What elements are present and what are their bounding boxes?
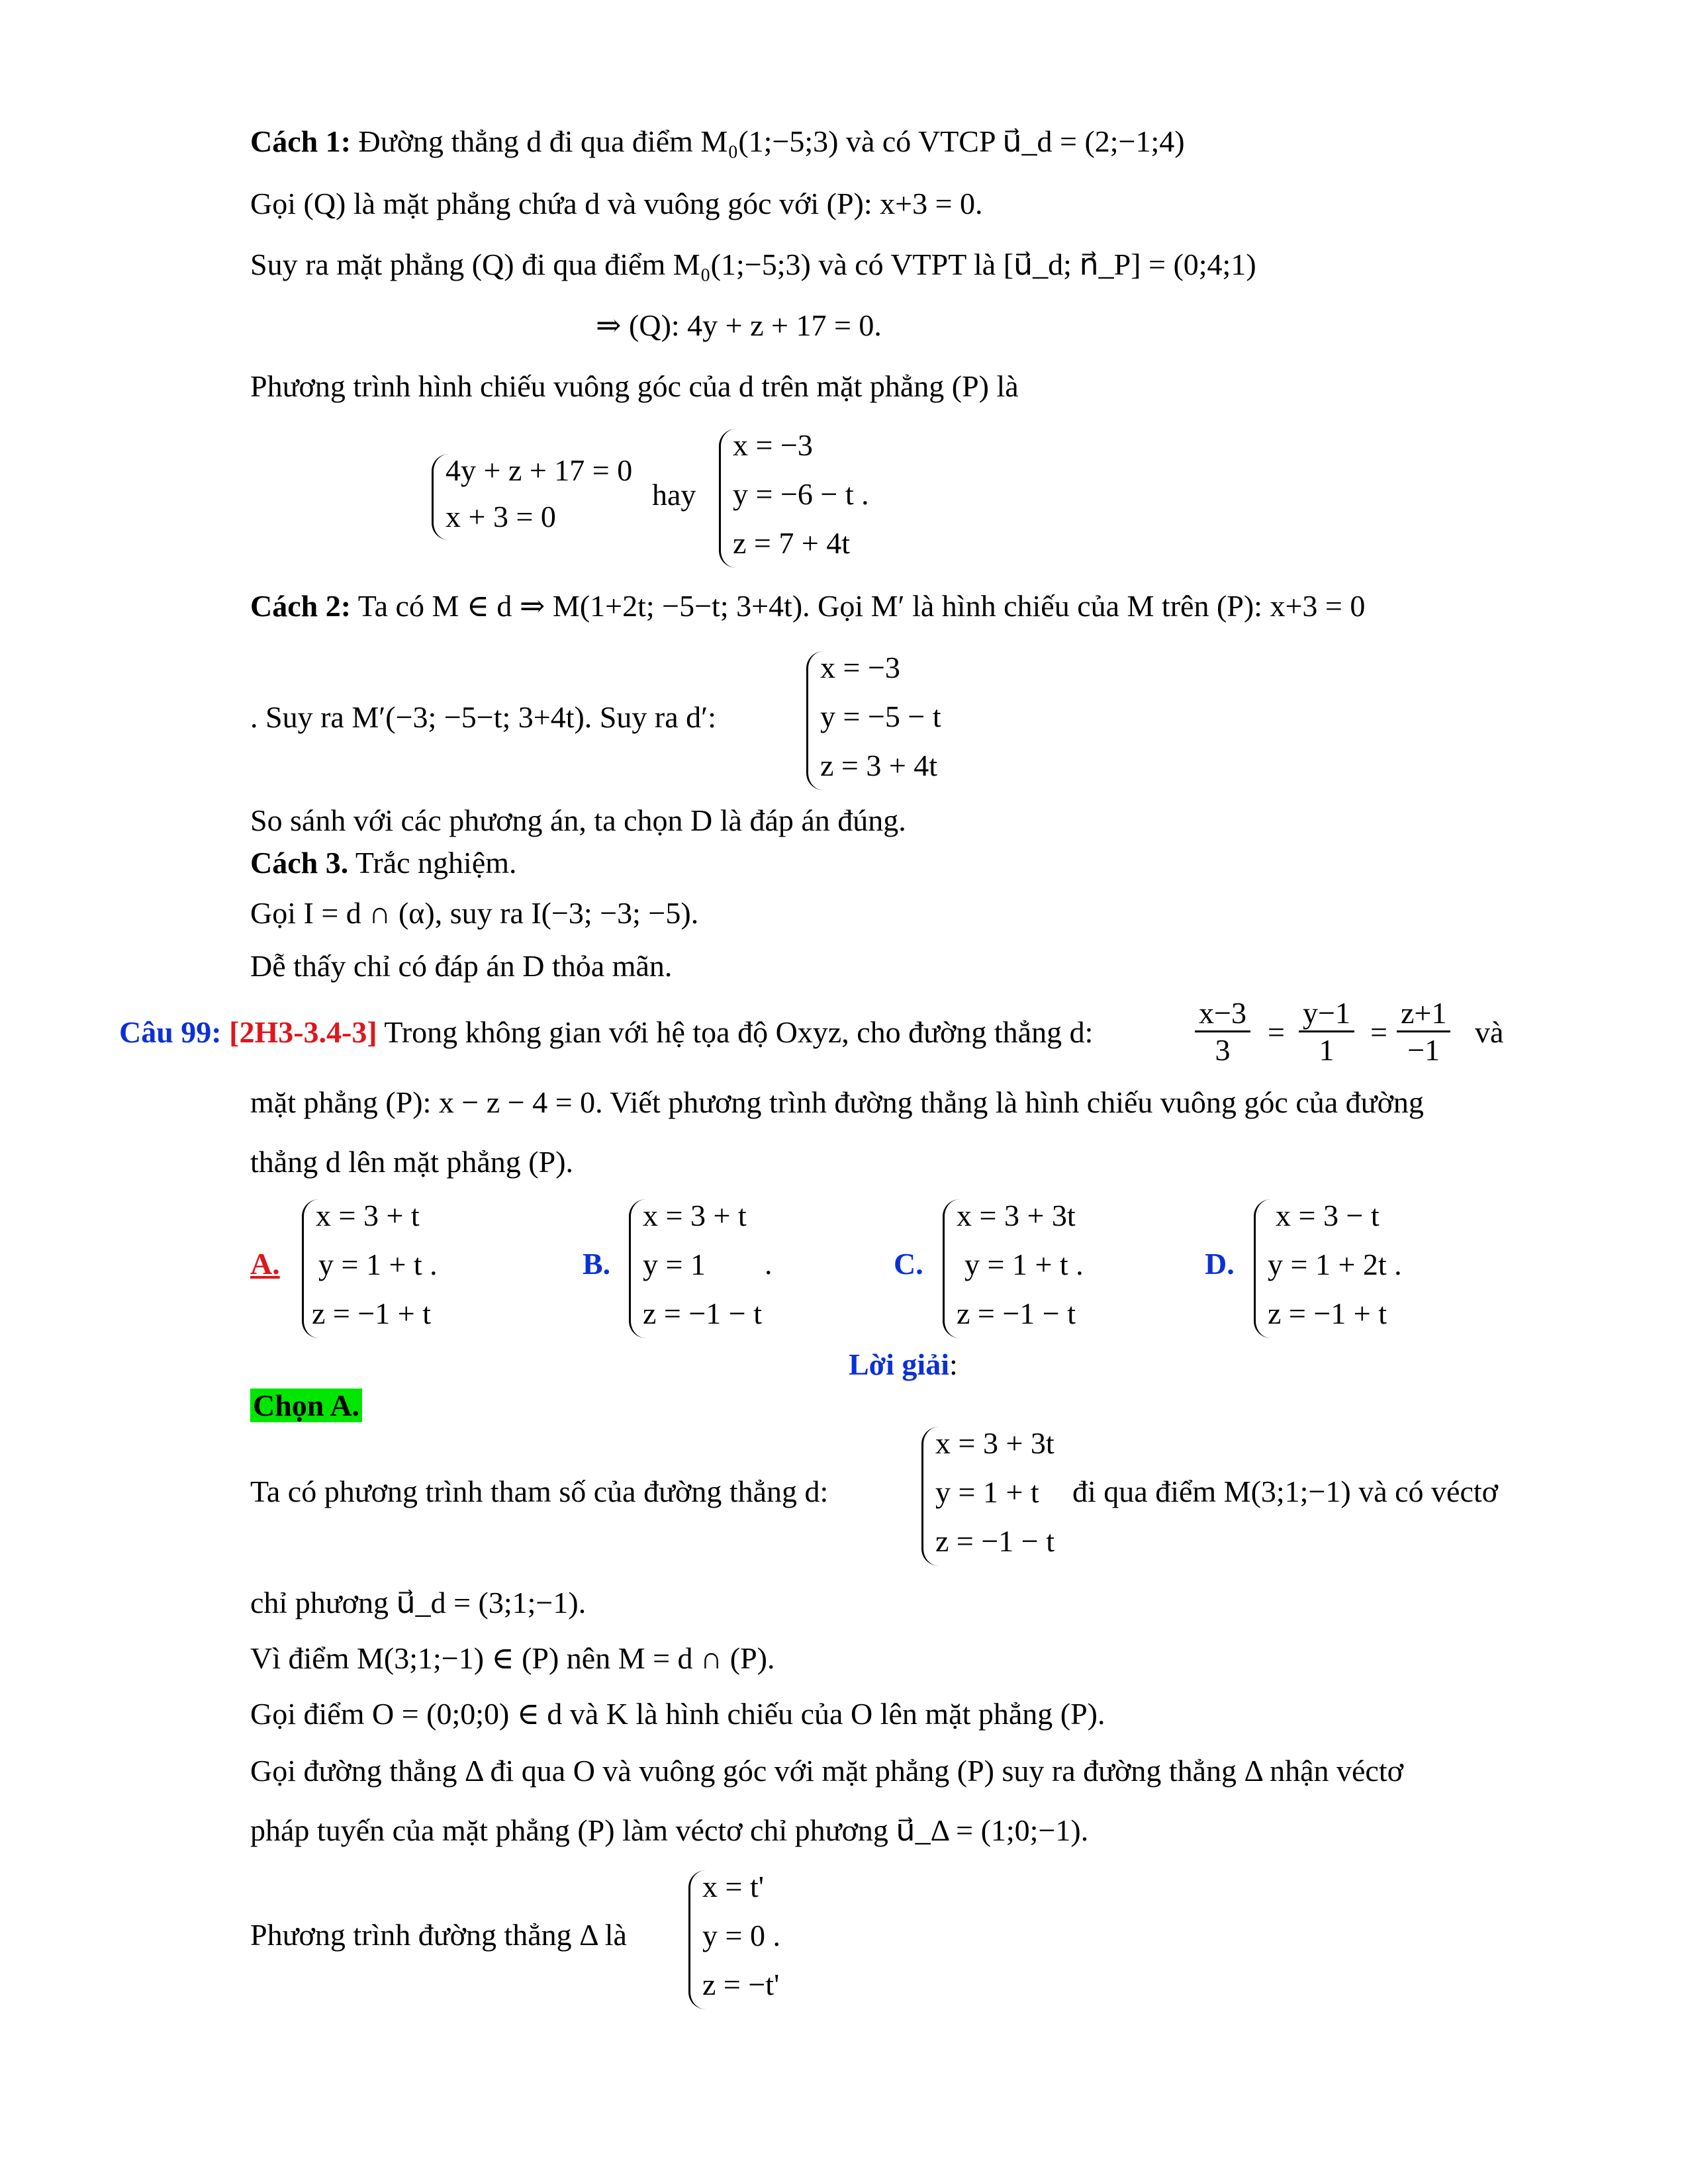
sol-sys-row: x = t' <box>702 1870 765 1903</box>
sys1-row: x + 3 = 0 <box>445 500 556 533</box>
fraction-numerator: x−3 <box>1195 995 1250 1032</box>
hay-text: hay <box>652 478 696 512</box>
cach2-system <box>806 651 990 790</box>
cach3-line2: Dễ thấy chỉ có đáp án D thỏa mãn. <box>250 949 673 983</box>
cach2-sys-row: z = 3 + 4t <box>820 749 938 782</box>
sol-sys-row: y = 0 . <box>702 1919 780 1952</box>
option-row: z = −1 + t <box>312 1297 432 1330</box>
solution-p2: chỉ phương u⃗_d = (3;1;−1). <box>250 1586 586 1619</box>
sol-sys-row: y = 1 + t <box>935 1475 1039 1509</box>
cach3-line0 <box>250 846 517 881</box>
question-line3: thẳng d lên mặt phẳng (P). <box>250 1145 574 1179</box>
equals-sign: = <box>1268 1015 1285 1049</box>
fraction-numerator: z+1 <box>1397 995 1450 1032</box>
cach2-sys-row: y = −5 − t <box>820 700 941 733</box>
fraction-z <box>1397 995 1450 1068</box>
option-d-label[interactable]: D. <box>1205 1247 1235 1281</box>
option-row: y = 1 + 2t . <box>1268 1248 1402 1281</box>
cach2-text1: Ta có M ∈ d ⇒ M(1+2t; −5−t; 3+4t). Gọi M′ là hình chiếu của M trên (P): x+3 = 0 <box>357 589 1366 623</box>
option-row: y = 1 <box>643 1248 706 1281</box>
solution-p4: Gọi điểm O = (0;0;0) ∈ d và K là hình chiếu của O lên mặt phẳng (P). <box>250 1697 1105 1731</box>
option-c-system[interactable] <box>943 1199 1133 1338</box>
cach2-line3: So sánh với các phương án, ta chọn D là đáp án đúng. <box>250 803 906 837</box>
sys2-row: z = 7 + 4t <box>733 526 851 560</box>
solution-p3: Vì điểm M(3;1;−1) ∈ (P) nên M = d ∩ (P). <box>250 1641 775 1675</box>
solution-p5: Gọi đường thẳng Δ đi qua O và vuông góc với mặt phẳng (P) suy ra đường thẳng Δ nhận véctơ <box>250 1754 1403 1788</box>
cach1-line1 <box>250 124 1185 159</box>
solution-title: Lời giải <box>849 1347 949 1381</box>
chosen-answer-highlight: Chọn A. <box>250 1388 362 1422</box>
fraction-denominator: 1 <box>1319 1033 1335 1067</box>
sol-sys-row: z = −t' <box>702 1968 780 2001</box>
option-row: y = 1 + t . <box>964 1248 1084 1281</box>
question-line2: mặt phẳng (P): x − z − 4 = 0. Viết phương trình đường thẳng là hình chiếu vuông góc của đường <box>250 1085 1424 1119</box>
solution-p6: pháp tuyến của mặt phẳng (P) làm véctơ chỉ phương u⃗_Δ = (1;0;−1). <box>250 1813 1089 1847</box>
fraction-y <box>1299 995 1354 1068</box>
cach2-label: Cách 2: <box>250 589 352 623</box>
cach1-system1 <box>432 454 661 540</box>
cach1-line2: Gọi (Q) là mặt phẳng chứa d và vuông góc với (P): x+3 = 0. <box>250 187 983 220</box>
question-number: Câu 99: <box>119 1015 222 1049</box>
solution-p1b: đi qua điểm M(3;1;−1) và có véctơ <box>1072 1475 1498 1508</box>
cach1-line3: Suy ra mặt phẳng (Q) đi qua điểm M₀(1;−5;3) và có VTPT là [u⃗_d; n⃗_P] = (0;4;1) <box>250 248 1256 281</box>
fraction-denominator: −1 <box>1407 1033 1440 1067</box>
solution-header <box>849 1347 958 1383</box>
option-row: y = 1 + t . <box>318 1248 438 1281</box>
option-a-label[interactable]: A. <box>250 1247 280 1281</box>
option-row: x = 3 + t <box>316 1199 420 1232</box>
chosen-answer <box>250 1388 362 1424</box>
question-code: [2H3-3.4-3] <box>229 1015 377 1049</box>
equals-sign: = <box>1370 1015 1387 1049</box>
sys1-row: 4y + z + 17 = 0 <box>445 453 633 487</box>
fraction-x <box>1195 995 1250 1068</box>
cach3-rest: Trắc nghiệm. <box>355 846 517 880</box>
cach2-sys-row: x = −3 <box>820 651 900 684</box>
option-row: z = −1 + t <box>1268 1297 1387 1330</box>
sol-sys-row: x = 3 + 3t <box>935 1426 1055 1460</box>
cach2-line1 <box>250 589 1365 624</box>
sys2-row: x = −3 <box>733 428 813 462</box>
sys2-row: y = −6 − t . <box>733 477 869 511</box>
sol-sys-row: z = −1 − t <box>935 1524 1055 1558</box>
solution-p7: Phương trình đường thẳng Δ là <box>250 1918 627 1952</box>
option-row: z = −1 − t <box>957 1297 1076 1330</box>
fraction-numerator: y−1 <box>1299 995 1354 1032</box>
cach1-label: Cách 1: <box>250 124 352 158</box>
solution-colon: : <box>949 1347 958 1381</box>
option-row: x = 3 + t <box>643 1199 747 1232</box>
question-va: và <box>1475 1015 1504 1049</box>
question-line1 <box>119 1015 1093 1050</box>
solution-system2 <box>688 1870 845 2009</box>
solution-system1 <box>921 1427 1085 1566</box>
cach2-line2: . Suy ra M′(−3; −5−t; 3+4t). Suy ra d′: <box>250 700 716 734</box>
option-d-system[interactable] <box>1254 1199 1444 1338</box>
fraction-denominator: 3 <box>1215 1033 1231 1067</box>
question-text1: Trong không gian với hệ tọa độ Oxyz, cho đường thẳng d: <box>384 1015 1094 1049</box>
cach1-text1: Đường thẳng d đi qua điểm M₀(1;−5;3) và có VTCP u⃗_d = (2;−1;4) <box>358 124 1185 158</box>
cach1-line4: ⇒ (Q): 4y + z + 17 = 0. <box>596 308 882 342</box>
cach1-system2 <box>719 429 929 568</box>
solution-p1a: Ta có phương trình tham số của đường thẳng d: <box>250 1475 829 1508</box>
option-c-label[interactable]: C. <box>894 1247 923 1281</box>
option-row: x = 3 + 3t <box>957 1199 1076 1232</box>
cach3-line1: Gọi I = d ∩ (α), suy ra I(−3; −3; −5). <box>250 896 699 930</box>
option-a-system[interactable] <box>302 1199 479 1338</box>
option-row: x = 3 − t <box>1276 1199 1380 1232</box>
cach1-line5: Phương trình hình chiếu vuông góc của d trên mặt phẳng (P) là <box>250 369 1019 403</box>
option-row: z = −1 − t <box>643 1297 763 1330</box>
option-b-label[interactable]: B. <box>583 1247 611 1281</box>
cach3-label: Cách 3. <box>250 846 349 880</box>
option-b-dot: . <box>765 1247 773 1281</box>
